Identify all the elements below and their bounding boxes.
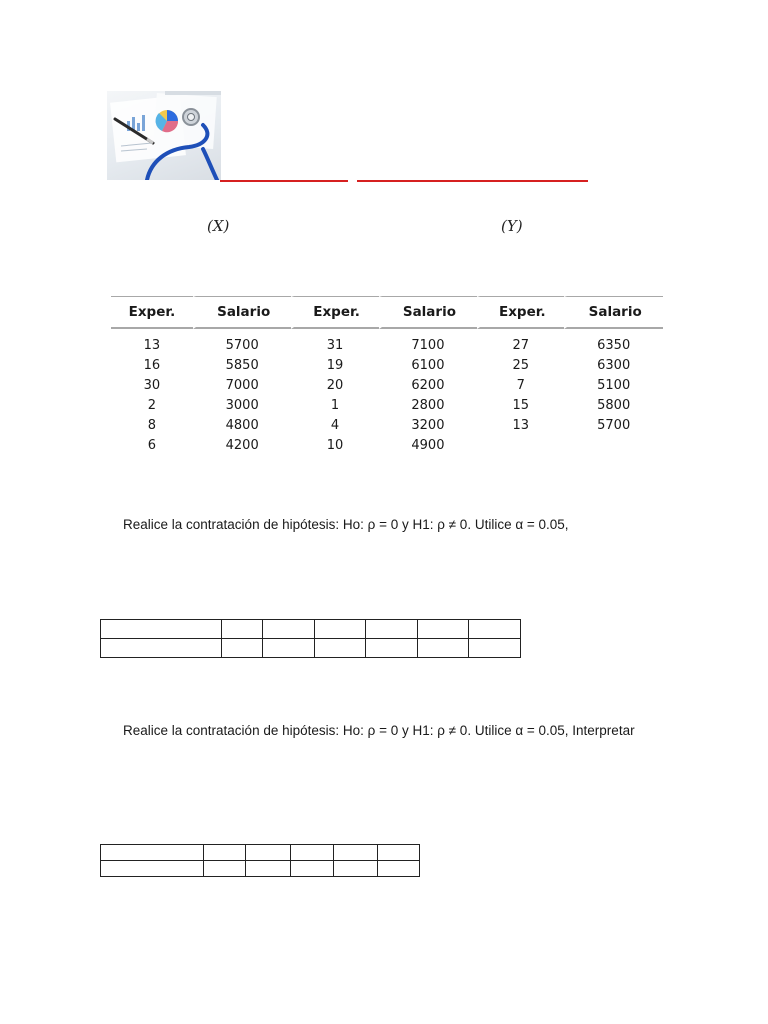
column-header: Exper. <box>477 296 564 329</box>
blank-cell[interactable] <box>334 845 377 861</box>
table-cell: 2 <box>147 397 157 413</box>
table-cell: 31 <box>326 337 344 353</box>
table-row <box>111 435 663 455</box>
table-header-row <box>111 296 663 329</box>
table-cell: 30 <box>143 377 161 393</box>
experience-salary-table <box>111 296 663 455</box>
blank-cell[interactable] <box>334 861 377 877</box>
blank-cell[interactable] <box>469 639 521 658</box>
table-cell: 4 <box>330 417 340 433</box>
table-cell: 4200 <box>225 437 259 453</box>
table-row <box>111 355 663 375</box>
blank-cell[interactable] <box>290 845 333 861</box>
table-row <box>101 861 420 877</box>
table-row <box>101 639 521 658</box>
table-cell: 20 <box>326 377 344 393</box>
table-cell: 2800 <box>411 397 445 413</box>
blank-cell[interactable] <box>377 861 420 877</box>
table-cell: 13 <box>512 417 530 433</box>
blank-cell[interactable] <box>366 639 418 658</box>
table-cell: 19 <box>326 357 344 373</box>
table-cell: 7100 <box>411 337 445 353</box>
table-row <box>101 845 420 861</box>
table-cell: 5700 <box>597 417 631 433</box>
table-cell: 4800 <box>225 417 259 433</box>
blank-cell[interactable] <box>246 861 290 877</box>
blank-cell[interactable] <box>246 845 290 861</box>
blank-answer-table-1 <box>100 619 521 658</box>
table-cell: 6200 <box>411 377 445 393</box>
column-header: Salario <box>193 296 292 329</box>
blank-cell[interactable] <box>417 639 469 658</box>
table-row <box>101 620 521 639</box>
table-row <box>111 329 663 355</box>
header-image <box>107 91 221 180</box>
table-cell: 6100 <box>411 357 445 373</box>
table-cell: 5850 <box>225 357 259 373</box>
blank-cell[interactable] <box>366 620 418 639</box>
variable-y-label: (Y) <box>501 217 523 235</box>
table-cell: 1 <box>330 397 340 413</box>
column-header: Exper. <box>111 296 193 329</box>
table-cell: 5800 <box>597 397 631 413</box>
blank-cell[interactable] <box>101 639 222 658</box>
table-row <box>111 415 663 435</box>
table-cell: 3000 <box>225 397 259 413</box>
table-cell: 7 <box>516 377 525 393</box>
blank-cell[interactable] <box>469 620 521 639</box>
table-cell: 13 <box>143 337 161 353</box>
table-cell: 16 <box>143 357 161 373</box>
blank-cell[interactable] <box>203 845 245 861</box>
blank-cell[interactable] <box>417 620 469 639</box>
variable-x-label: (X) <box>207 217 230 235</box>
title-rule-right <box>357 180 588 182</box>
table-cell: 5700 <box>225 337 259 353</box>
blank-cell[interactable] <box>314 620 366 639</box>
table-cell: 6 <box>147 437 157 453</box>
column-header: Exper. <box>291 296 378 329</box>
table-cell: 8 <box>147 417 157 433</box>
blank-answer-table-2 <box>100 844 420 877</box>
column-header: Salario <box>564 296 663 329</box>
table-cell: 25 <box>512 357 530 373</box>
blank-cell[interactable] <box>101 861 204 877</box>
blank-cell[interactable] <box>101 845 204 861</box>
blank-cell[interactable] <box>221 620 263 639</box>
column-header: Salario <box>379 296 478 329</box>
table-cell <box>477 435 564 455</box>
blank-cell[interactable] <box>290 861 333 877</box>
blank-cell[interactable] <box>263 620 315 639</box>
table-cell: 3200 <box>411 417 445 433</box>
table-row <box>111 375 663 395</box>
table-cell: 4900 <box>411 437 445 453</box>
blank-cell[interactable] <box>263 639 315 658</box>
hypothesis-question-1: Realice la contratación de hipótesis: Ho: ρ = 0 y H1: ρ ≠ 0. Utilice α = 0.05, <box>123 517 569 532</box>
table-cell: 15 <box>512 397 530 413</box>
medical-chart-stethoscope-icon <box>107 91 221 180</box>
table-cell: 6350 <box>597 337 631 353</box>
blank-cell[interactable] <box>221 639 263 658</box>
table-cell: 7000 <box>225 377 259 393</box>
table-cell: 10 <box>326 437 344 453</box>
table-cell <box>564 435 663 455</box>
table-cell: 6300 <box>597 357 631 373</box>
title-rule-left <box>220 180 348 182</box>
blank-cell[interactable] <box>377 845 420 861</box>
blank-cell[interactable] <box>203 861 245 877</box>
table-cell: 27 <box>512 337 530 353</box>
table-row <box>111 395 663 415</box>
blank-cell[interactable] <box>314 639 366 658</box>
hypothesis-question-2: Realice la contratación de hipótesis: Ho: ρ = 0 y H1: ρ ≠ 0. Utilice α = 0.05, Interpretar <box>123 723 635 738</box>
blank-cell[interactable] <box>101 620 222 639</box>
table-cell: 5100 <box>597 377 631 393</box>
